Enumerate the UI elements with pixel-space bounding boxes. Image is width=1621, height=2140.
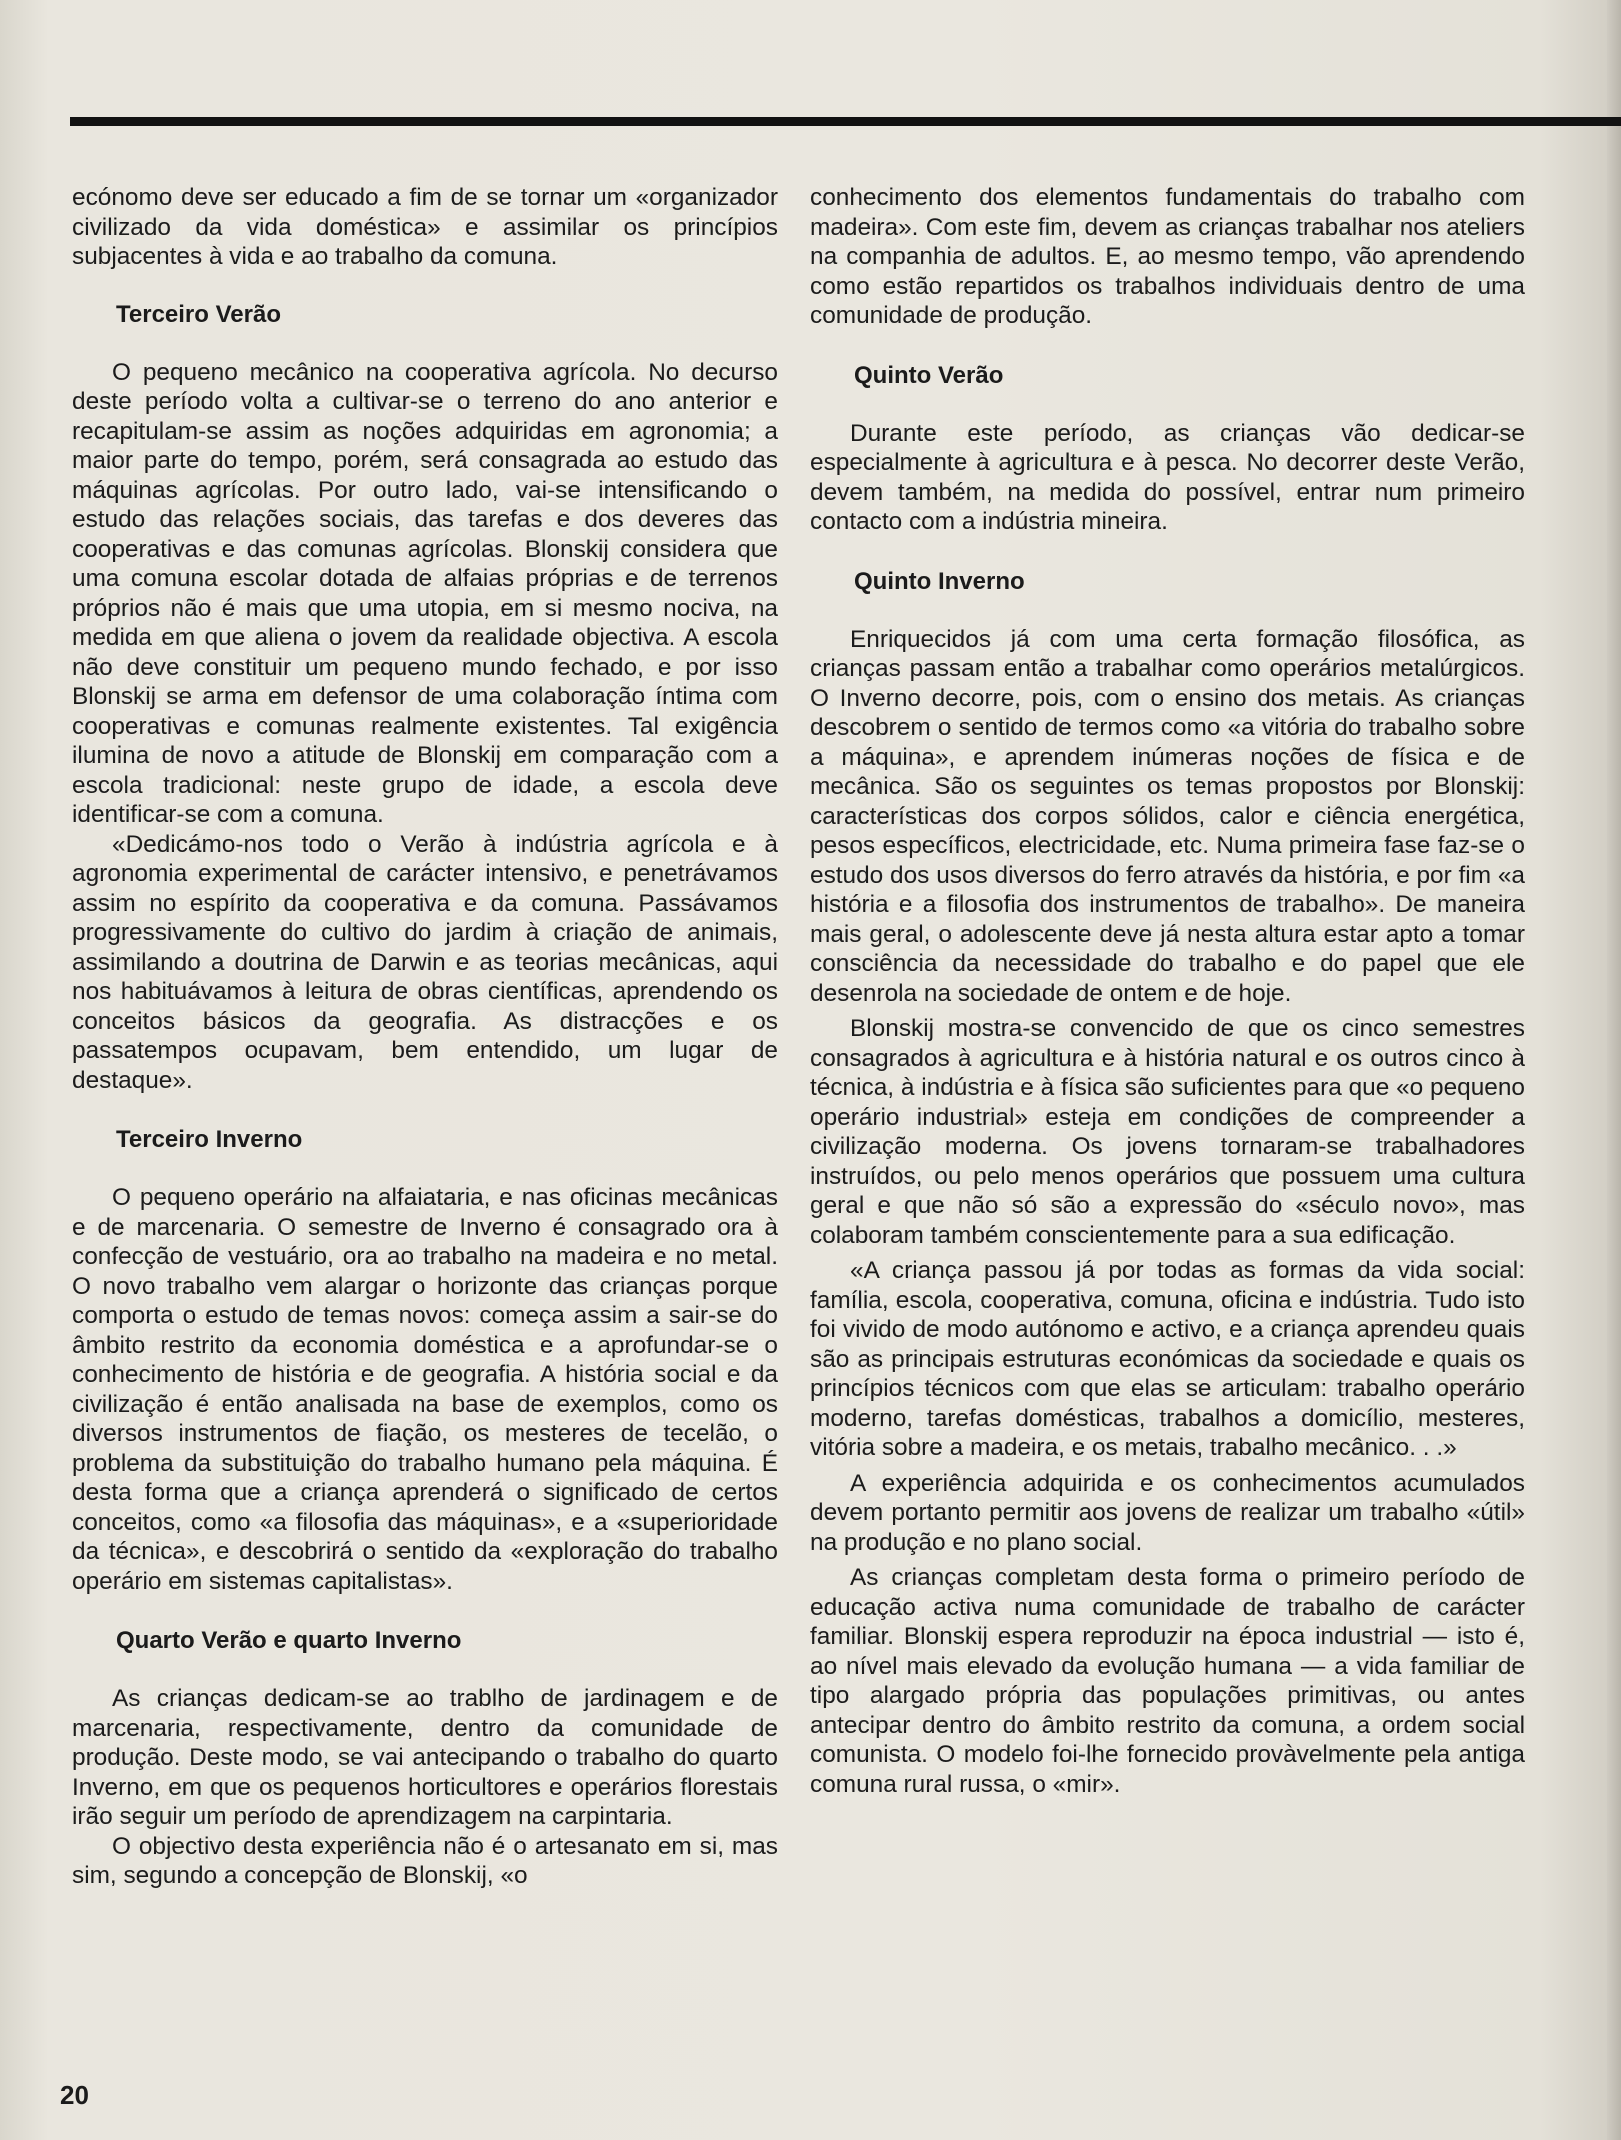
right-column bbox=[810, 183, 1525, 1799]
section-heading: Terceiro Verão bbox=[116, 300, 281, 328]
paragraph: Durante este período, as crianças vão dedicar-se especialmente à agricultura e à pesca. No decorrer deste Verão, devem também, na medida do possível, entrar num primeiro contacto com a indústria mineira. bbox=[810, 419, 1525, 535]
left-column bbox=[72, 183, 778, 1891]
paragraph: As crianças dedicam-se ao trablho de jardinagem e de marcenaria, respectivamente, dentro da comunidade de produção. Deste modo, se vai antecipando o trabalho do quarto Inverno, em que os pequenos horticultores e operários florestais irão seguir um período de aprendizagem na carpintaria. bbox=[72, 1685, 778, 1830]
paragraph: conhecimento dos elementos fundamentais do trabalho com madeira». Com este fim, devem as crianças trabalhar nos ateliers na companhia de adultos. E, ao mesmo tempo, vão aprendendo como estão repartidos os trabalhos individuais dentro de uma comunidade de produção. bbox=[810, 184, 1525, 329]
section-heading: Quarto Verão e quarto Inverno bbox=[116, 1627, 462, 1654]
paragraph: A experiência adquirida e os conhecimentos acumulados devem portanto permitir aos jovens de realizar um trabalho «útil» na produção e no plano social. bbox=[810, 1469, 1525, 1556]
paragraph: «A criança passou já por todas as formas da vida social: família, escola, cooperativa, comuna, oficina e indústria. Tudo isto foi vivido de modo autónomo e activo, e a criança aprendeu quais são as principais estruturas económicas da sociedade e quais os princípios técnicos com que elas se articulam: trabalho operário moderno, tarefas domésticas, trabalhos a domicílio, mesteres, vitória sobre a madeira, e os metais, trabalho mecânico. . .» bbox=[810, 1257, 1525, 1461]
section-heading: Quinto Inverno bbox=[854, 567, 1025, 595]
header-rule bbox=[70, 117, 1621, 126]
page-edge bbox=[1607, 0, 1621, 2140]
paragraph: Blonskij mostra-se convencido de que os cinco semestres consagrados à agricultura e à história natural e os outros cinco à técnica, à indústria e à física são suficientes para que «o pequeno operário industrial» esteja em condições de compreender a civilização moderna. Os jovens tornaram-se trabalhadores instruídos, ou pelo menos operários que possuem uma cultura geral e que não só são a expressão do «século novo», mas colaboram também conscientemente para a sua edificação. bbox=[810, 1015, 1525, 1249]
page-number: 20 bbox=[60, 2080, 89, 2110]
paragraph: O pequeno operário na alfaiataria, e nas oficinas mecânicas e de marcenaria. O semestre de Inverno é consagrado ora à confecção de vestuário, ora ao trabalho na madeira e no metal. O novo trabalho vem alargar o horizonte das crianças porque comporta o estudo de temas novos: começa assim a sair-se do âmbito restrito da economia doméstica e a aprofundar-se o conhecimento de história e de geografia. A história social e da civilização é então analisada na base de exemplos, como os diversos instrumentos de fiação, os mesteres de tecelão, o problema da substituição do trabalho humano pela máquina. É desta forma que a criança aprenderá o significado de certos conceitos, como «a filosofia das máquinas», e a «superioridade da técnica», e descobrirá o sentido da «exploração do trabalho operário em sistemas capitalistas». bbox=[72, 1184, 778, 1595]
paragraph: «Dedicámo-nos todo o Verão à indústria agrícola e à agronomia experimental de carácter intensivo, e penetrávamos assim no espírito da cooperativa e da comuna. Passávamos progressivamente do cultivo do jardim à criação de animais, assimilando a doutrina de Darwin e as teorias mecânicas, aqui nos habituávamos à leitura de obras científicas, aprendendo os conceitos básicos da geografia. As distracções e os passatempos ocupavam, bem entendido, um lugar de destaque». bbox=[72, 830, 778, 1094]
section-heading: Terceiro Inverno bbox=[116, 1126, 303, 1153]
section-heading: Quinto Verão bbox=[854, 361, 1004, 389]
paragraph: Enriquecidos já com uma certa formação filosófica, as crianças passam então a trabalhar como operários metalúrgicos. O Inverno decorre, pois, com o ensino dos metais. As crianças descobrem o sentido de termos como «a vitória do trabalho sobre a máquina», e aprendem inúmeras noções de física e de mecânica. São os seguintes os temas propostos por Blonskij: características dos corpos sólidos, calor e ciência energética, pesos específicos, electricidade, etc. Numa primeira fase faz-se o estudo dos usos diversos do ferro através da história, e por fim «a história e a filosofia dos instrumentos de trabalho». De maneira mais geral, o adolescente deve já nesta altura estar apto a tomar consciência da necessidade do trabalho e do papel que ele desenrola na sociedade de ontem e de hoje. bbox=[810, 625, 1525, 1007]
paragraph: O objectivo desta experiência não é o artesanato em si, mas sim, segundo a concepção de Blonskij, «o bbox=[72, 1832, 778, 1889]
paragraph: O pequeno mecânico na cooperativa agrícola. No decurso deste período volta a cultivar-se o terreno do ano anterior e recapitulam-se assim as noções adquiridas em agronomia; a maior parte do tempo, porém, será consagrada ao estudo das máquinas agrícolas. Por outro lado, vai-se intensificando o estudo das relações sociais, das tarefas e dos deveres das cooperativas e das comunas agrícolas. Blonskij considera que uma comuna escolar dotada de alfaias próprias e de terrenos próprios não é mais que uma utopia, em si mesmo nociva, na medida em que aliena o jovem da realidade objectiva. A escola não deve constituir um pequeno mundo fechado, e por isso Blonskij se arma em defensor de uma colaboração íntima com cooperativas e comunas realmente existentes. Tal exigência ilumina de novo a atitude de Blonskij em comparação com a escola tradicional: neste grupo de idade, a escola deve identificar-se com a comuna. bbox=[72, 358, 778, 828]
paragraph: As crianças completam desta forma o primeiro período de educação activa numa comunidade de trabalho de carácter familiar. Blonskij espera reproduzir na época industrial — isto é, ao nível mais elevado da evolução humana — a vida familiar de tipo alargado própria das populações primitivas, ou antes antecipar dentro do âmbito restrito da comuna, a ordem social comunista. O modelo foi-lhe fornecido provàvelmente pela antiga comuna rural russa, o «mir». bbox=[810, 1564, 1525, 1798]
paragraph: ecónomo deve ser educado a fim de se tornar um «organizador civilizado da vida doméstica» e assimilar os princípios subjacentes à vida e ao trabalho da comuna. bbox=[72, 184, 778, 270]
